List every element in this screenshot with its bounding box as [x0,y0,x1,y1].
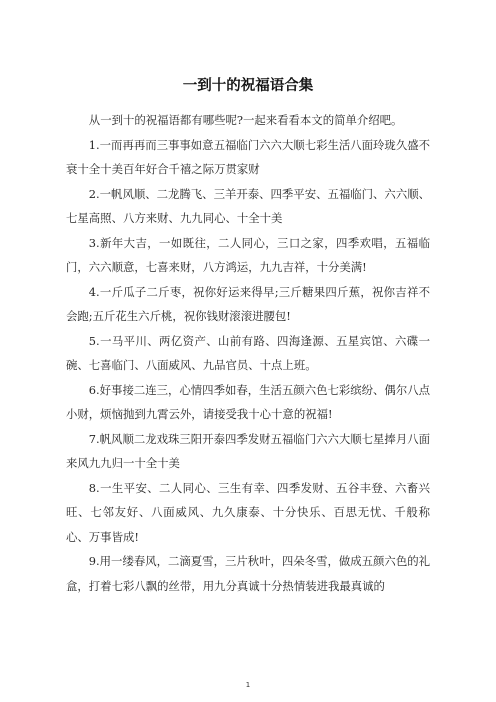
blessing-item-7: 7.帆风顺二龙戏珠三阳开泰四季发财五福临门六六大顺七星捧月八面来风九九归一十全十美 [66,431,430,470]
blessing-item-9: 9.用一缕春风，二滴夏雪，三片秋叶，四朵冬雪，做成五颜六色的礼盒，打着七彩八飘的丝带，用九分真诚十分热情装进我最真诚的 [66,554,430,593]
blessing-item-4: 4.一斤瓜子二斤枣，祝你好运来得早;三斤糖果四斤蕉，祝你吉祥不会跑;五斤花生六斤桃，祝你钱财滚滚进腰包! [66,284,430,323]
intro-paragraph: 从一到十的祝福语都有哪些呢?一起来看看本文的简单介绍吧。 [88,113,403,127]
blessing-item-2: 2.一帆风顺、二龙腾飞、三羊开泰、四季平安、五福临门、六六顺、七星高照、八方来财、九九同心、十全十美 [66,186,430,225]
document-title: 一到十的祝福语合集 [182,78,314,94]
blessing-item-8: 8.一生平安、二人同心、三生有幸、四季发财、五谷丰登、六畜兴旺、七邻友好、八面威风、九久康泰、十分快乐、百思无忧、千般称心、万事皆成! [66,480,430,544]
blessing-item-5: 5.一马平川、两亿资产、山前有路、四海逢源、五星宾馆、六碟一碗、七喜临门、八面威风、九品官员、十点上班。 [66,333,430,372]
blessing-item-3: 3.新年大吉，一如既往，二人同心，三口之家，四季欢唱，五福临门，六六顺意，七喜来财，八方鸿运，九九吉祥，十分美满! [66,235,430,274]
blessing-item-6: 6.好事接二连三，心情四季如春，生活五颜六色七彩缤纷、偶尔八点小财，烦恼抛到九霄云外，请接受我十心十意的祝福! [66,382,430,421]
blessing-item-1: 1.一而再再而三事事如意五福临门六六大顺七彩生活八面玲珑久盛不衰十全十美百年好合千禧之际万贯家财 [66,137,430,176]
page-number: 1 [245,681,251,689]
